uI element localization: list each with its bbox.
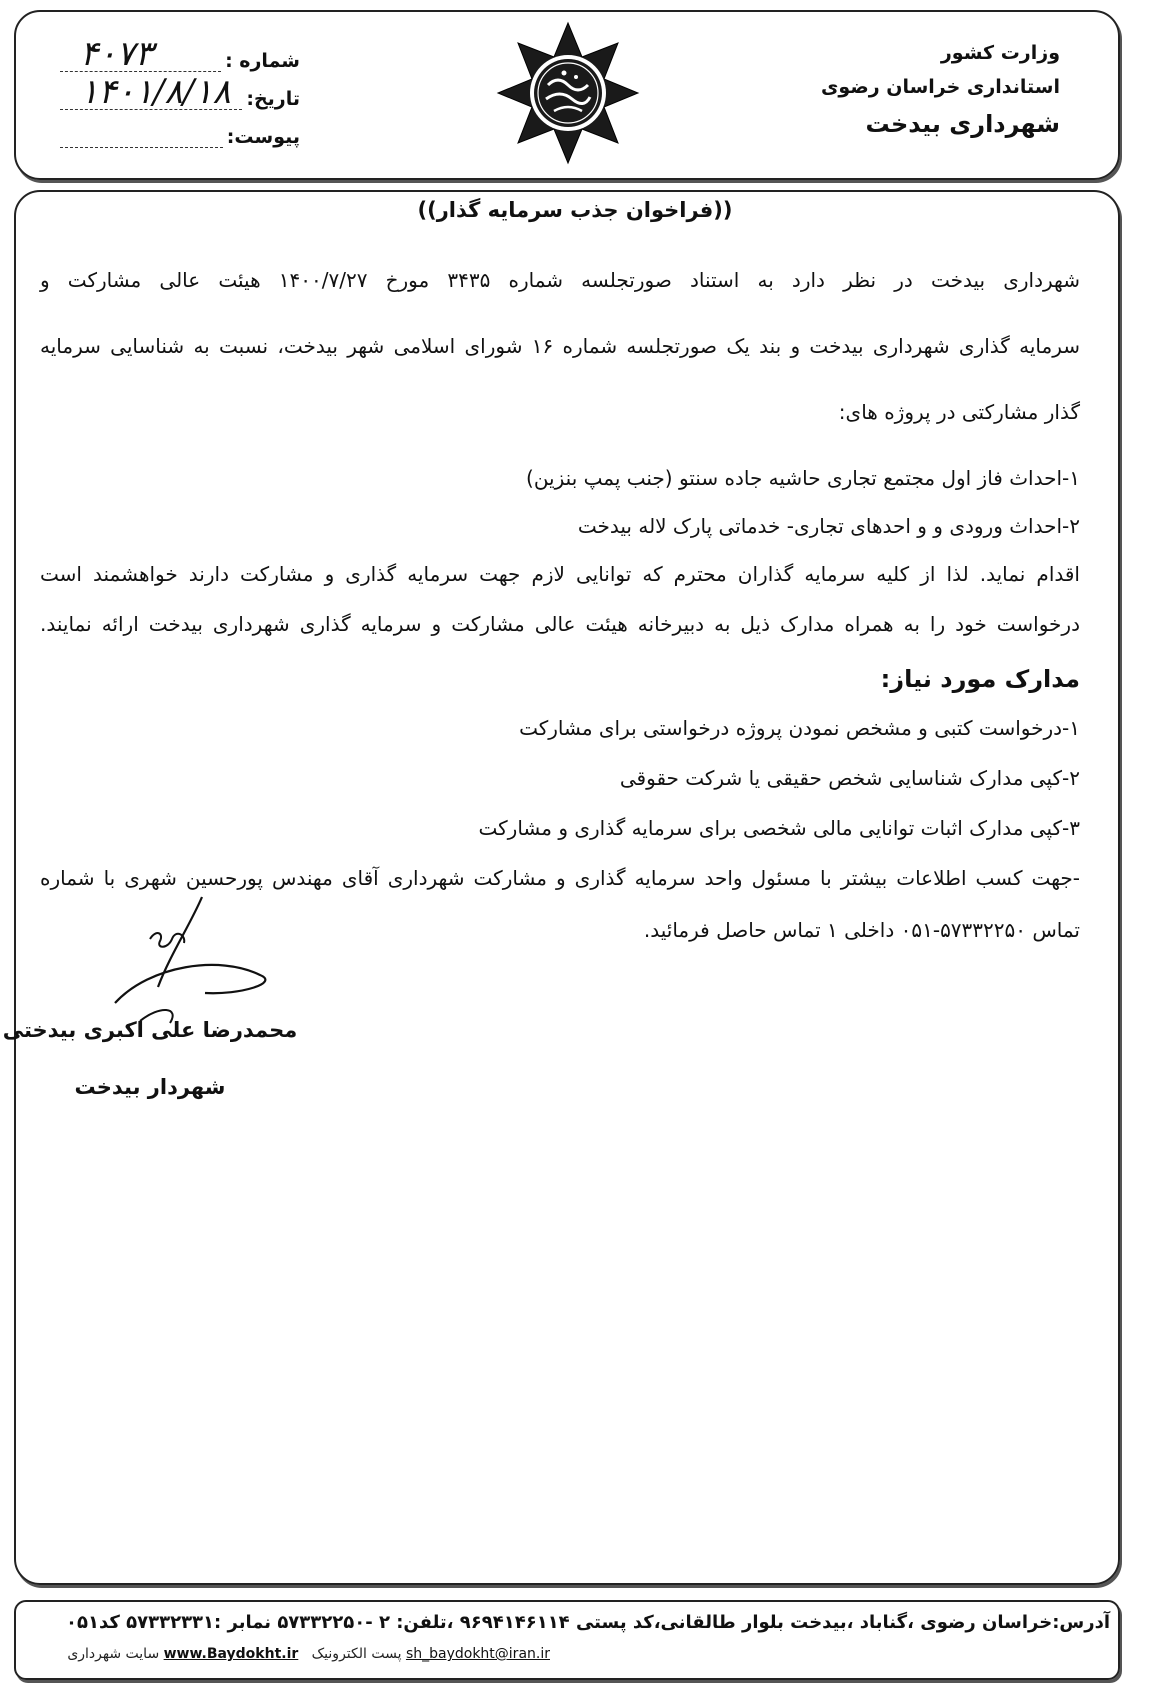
number-label: شماره : xyxy=(225,50,300,72)
required-documents-heading: مدارک مورد نیاز: xyxy=(880,665,1080,693)
signatory-title: شهردار بیدخت xyxy=(74,1075,226,1099)
contact-line: تماس ۵۷۳۳۲۲۵۰-۰۵۱ داخلی ۱ تماس حاصل فرمائید. xyxy=(643,918,1080,942)
footer-address: آدرس:خراسان رضوی ،گناباد ،بیدخت بلوار طالقانی،کد پستی ۹۶۹۴۱۴۶۱۱۴ ،تلفن: ۲ -۵۷۳۳۲۲۵۰ نمابر :۵۷۳۳۲۳۳۱ کد۰۵۱ xyxy=(66,1612,1110,1633)
project-item-1: ۱-احداث فاز اول مجتمع تجاری حاشیه جاده سنتو (جنب پمپ بنزین) xyxy=(526,466,1080,490)
project-item-2: ۲-احداث ورودی و و احدهای تجاری- خدماتی پارک لاله بیدخت xyxy=(577,514,1080,538)
paragraph-line: سرمایه گذاری شهرداری بیدخت و بند یک صورتجلسه شماره ۱۶ شورای اسلامی شهر بیدخت، نسبت به شناسایی سرمایه xyxy=(40,334,1080,358)
date-value: ۱۴۰۱/۸/۱۸ xyxy=(60,85,242,110)
announcement-title: ((فراخوان جذب سرمایه گذار)) xyxy=(417,198,733,222)
paragraph-line: درخواست خود را به همراه مدارک ذیل به دبیرخانه هیئت عالی مشارکت و سرمایه گذاری شهرداری بیدخت ارائه نمایند. xyxy=(40,612,1080,636)
email-link[interactable]: sh_baydokht@iran.ir xyxy=(405,1646,550,1662)
paragraph-line: شهرداری بیدخت در نظر دارد به استناد صورتجلسه شماره ۳۴۳۵ مورخ ۱۴۰۰/۷/۲۷ هیئت عالی مشارکت و xyxy=(40,268,1080,292)
signatory-name: محمدرضا علی اکبری بیدختی xyxy=(2,1018,298,1042)
reference-block xyxy=(60,34,300,148)
required-document-item: ۲-کپی مدارک شناسایی شخص حقیقی یا شرکت حقوقی xyxy=(619,766,1080,790)
contact-line: -جهت کسب اطلاعات بیشتر با مسئول واحد سرمایه گذاری و مشارکت شهرداری آقای مهندس پورحسین شهری با شماره xyxy=(40,866,1080,890)
ministry-name: وزارت کشور xyxy=(940,42,1060,64)
attachment-value xyxy=(60,123,223,148)
number-value: ۴۰۷۳ xyxy=(60,47,221,72)
municipality-name: شهرداری بیدخت xyxy=(865,110,1060,138)
date-label: تاریخ: xyxy=(246,88,300,110)
governorate-name: استانداری خراسان رضوی xyxy=(821,76,1060,98)
footer-contacts xyxy=(67,1646,550,1662)
date-row xyxy=(60,72,300,110)
paragraph-line: گذار مشارکتی در پروژه های: xyxy=(838,400,1080,424)
website-label: سایت شهرداری xyxy=(67,1646,160,1662)
website-link[interactable]: www.Baydokht.ir xyxy=(163,1646,299,1662)
municipality-emblem-logo xyxy=(493,18,643,168)
paragraph-line: اقدام نماید. لذا از کلیه سرمایه گذاران محترم که توانایی لازم جهت سرمایه گذاری و مشارکت دارند خواهشمند است xyxy=(40,562,1080,586)
required-document-item: ۱-درخواست کتبی و مشخص نمودن پروژه درخواستی برای مشارکت xyxy=(519,716,1080,740)
handwritten-signature xyxy=(110,895,300,1025)
attachment-row xyxy=(60,110,300,148)
attachment-label: پیوست: xyxy=(226,126,300,148)
required-document-item: ۳-کپی مدارک اثبات توانایی مالی شخصی برای سرمایه گذاری و مشارکت xyxy=(478,816,1080,840)
letter-body xyxy=(40,265,1080,967)
number-row xyxy=(60,34,300,72)
email-label: پست الکترونیک xyxy=(311,1646,402,1662)
organization-block xyxy=(821,36,1060,144)
